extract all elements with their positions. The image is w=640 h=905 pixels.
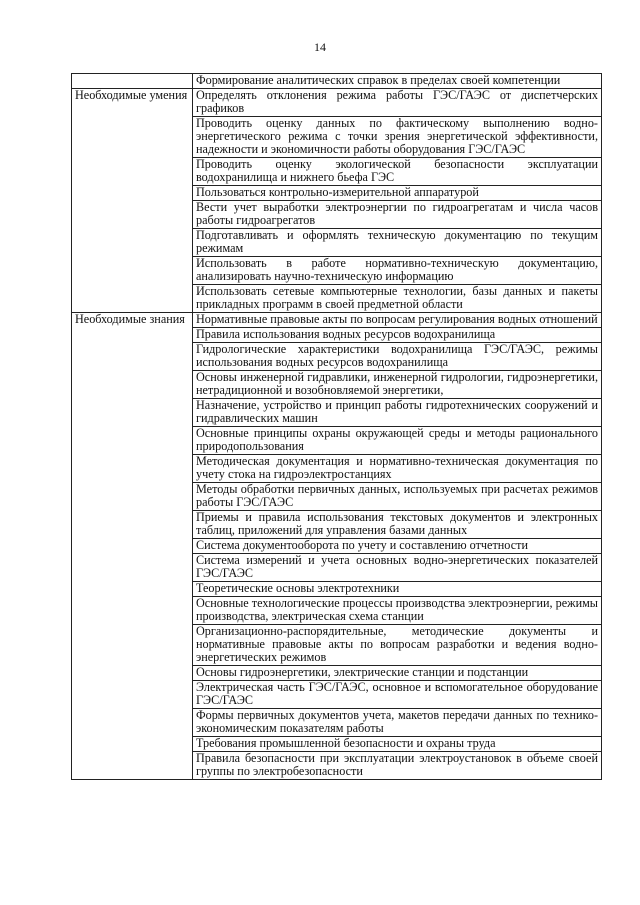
table-cell: Основные принципы охраны окружающей среды и методы рационального природопользования [193, 427, 602, 455]
table-cell: Определять отклонения режима работы ГЭС/ГАЭС от диспетчерских графиков [193, 89, 602, 117]
table-cell: Использовать сетевые компьютерные технологии, базы данных и пакеты прикладных программ в своей предметной области [193, 285, 602, 313]
table-cell: Гидрологические характеристики водохранилища ГЭС/ГАЭС, режимы использования водных ресурсов водохранилища [193, 343, 602, 371]
table-cell: Нормативные правовые акты по вопросам регулирования водных отношений [193, 313, 602, 328]
table-cell: Правила использования водных ресурсов водохранилища [193, 328, 602, 343]
table-row [72, 89, 602, 117]
table-cell: Вести учет выработки электроэнергии по гидроагрегатам и числа часов работы гидроагрегатов [193, 201, 602, 229]
table-cell: Подготавливать и оформлять техническую документацию по текущим режимам [193, 229, 602, 257]
table-cell: Система документооборота по учету и составлению отчетности [193, 539, 602, 554]
table-cell: Формы первичных документов учета, макетов передачи данных по технико-экономическим показателям работы [193, 709, 602, 737]
table-cell: Проводить оценку экологической безопасности эксплуатации водохранилища и нижнего бьефа ГЭС [193, 158, 602, 186]
table-cell: Основы инженерной гидравлики, инженерной гидрологии, гидроэнергетики, нетрадиционной и возобновляемой энергетики, [193, 371, 602, 399]
table-cell: Приемы и правила использования текстовых документов и электронных таблиц, приложений для управления базами данных [193, 511, 602, 539]
page-number: 14 [314, 40, 326, 54]
table-cell: Проводить оценку данных по фактическому выполнению водно-энергетического режима с точки зрения энергетической эффективности, надежности и экономичности работы оборудования ГЭС/ГАЭС [193, 117, 602, 158]
competency-table [71, 73, 602, 780]
table-cell: Система измерений и учета основных водно-энергетических показателей ГЭС/ГАЭС [193, 554, 602, 582]
table-cell: Правила безопасности при эксплуатации электроустановок в объеме своей группы по электробезопасности [193, 752, 602, 780]
table-cell: Требования промышленной безопасности и охраны труда [193, 737, 602, 752]
section-label: Необходимые знания [72, 313, 193, 780]
table-cell: Электрическая часть ГЭС/ГАЭС, основное и вспомогательное оборудование ГЭС/ГАЭС [193, 681, 602, 709]
table-cell: Методическая документация и нормативно-техническая документация по учету стока на гидроэлектростанциях [193, 455, 602, 483]
table-cell: Пользоваться контрольно-измерительной аппаратурой [193, 186, 602, 201]
table-cell: Использовать в работе нормативно-техническую документацию, анализировать научно-техническую информацию [193, 257, 602, 285]
table-row [72, 74, 602, 89]
table-cell: Организационно-распорядительные, методические документы и нормативные правовые акты по вопросам разработки и ведения водно-энергетических режимов [193, 625, 602, 666]
table-cell: Теоретические основы электротехники [193, 582, 602, 597]
table-cell: Назначение, устройство и принцип работы гидротехнических сооружений и гидравлических машин [193, 399, 602, 427]
table-cell: Основные технологические процессы производства электроэнергии, режимы производства, электрическая схема станции [193, 597, 602, 625]
table-cell: Методы обработки первичных данных, используемых при расчетах режимов работы ГЭС/ГАЭС [193, 483, 602, 511]
table-cell: Формирование аналитических справок в пределах своей компетенции [193, 74, 602, 89]
table-cell: Основы гидроэнергетики, электрические станции и подстанции [193, 666, 602, 681]
section-label: Необходимые умения [72, 89, 193, 313]
section-label [72, 74, 193, 89]
table-row [72, 313, 602, 328]
